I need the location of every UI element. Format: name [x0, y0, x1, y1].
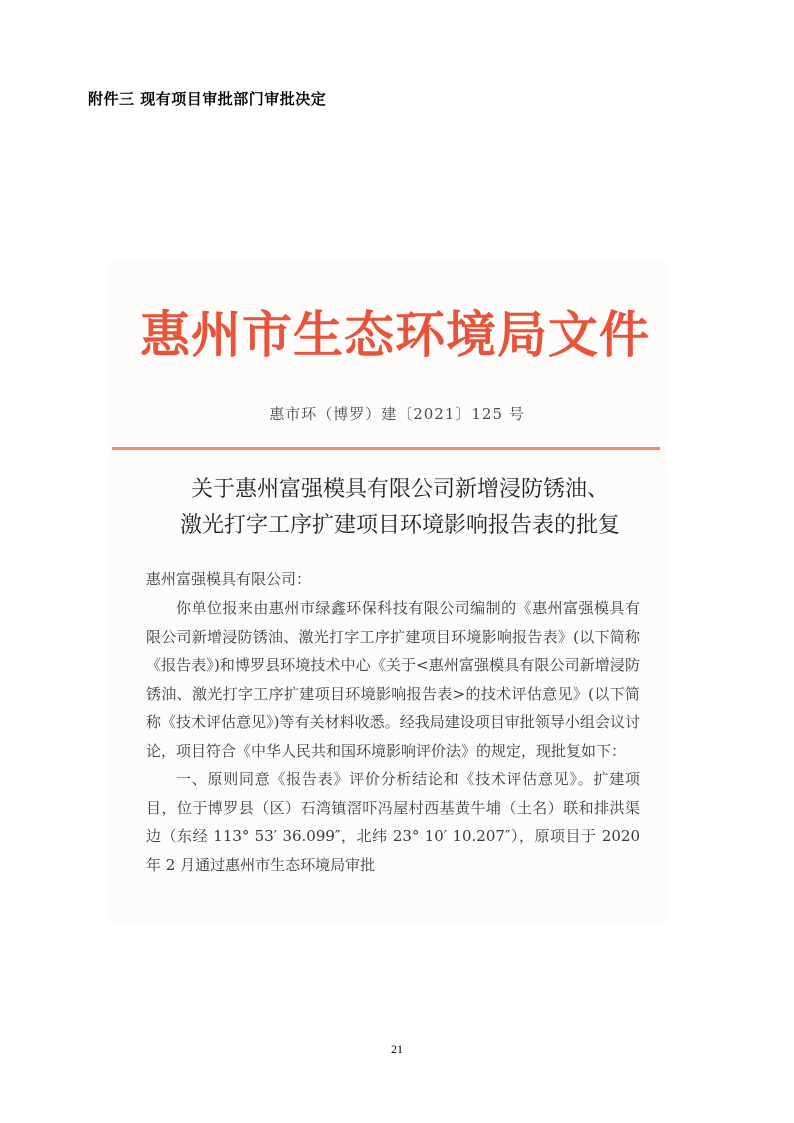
body-text	[146, 594, 640, 879]
masthead: 惠州市生态环境局文件	[140, 305, 650, 364]
paragraph-2: 一、原则同意《报告表》评价分析结论和《技术评估意见》。扩建项目，位于博罗县（区）石湾镇滘吓冯屋村西基黄牛埔（土名）联和排洪渠边（东经 113° 53′ 36.099″，北纬 23° 10′ 10.207″），原项目于 2020 年 2 月通过惠州市生态环境局审批	[146, 770, 640, 874]
paragraph-1: 你单位报来由惠州市绿鑫环保科技有限公司编制的《惠州富强模具有限公司新增浸防锈油、激光打字工序扩建项目环境影响报告表》(以下简称《报告表》)和博罗县环境技术中心《关于<惠州富强模具有限公司新增浸防锈油、激光打字工序扩建项目环境影响报告表>的技术评估意见》(以下简称《技术评估意见》)等有关材料收悉。经我局建设项目审批领导小组会议讨论，项目符合《中华人民共和国环境影响评价法》的规定，现批复如下：	[146, 599, 640, 760]
document-number: 惠市环（博罗）建〔2021〕125 号	[269, 405, 525, 423]
page-number: 21	[391, 1042, 403, 1056]
addressee: 惠州富强模具有限公司：	[146, 570, 312, 588]
subject-line-2: 激光打字工序扩建项目环境影响报告表的批复	[179, 513, 620, 538]
red-divider	[112, 447, 660, 450]
annex-title: 附件三 现有项目审批部门审批决定	[88, 90, 327, 108]
subject-line-1: 关于惠州富强模具有限公司新增浸防锈油、	[190, 477, 609, 502]
subject-title	[150, 472, 650, 544]
